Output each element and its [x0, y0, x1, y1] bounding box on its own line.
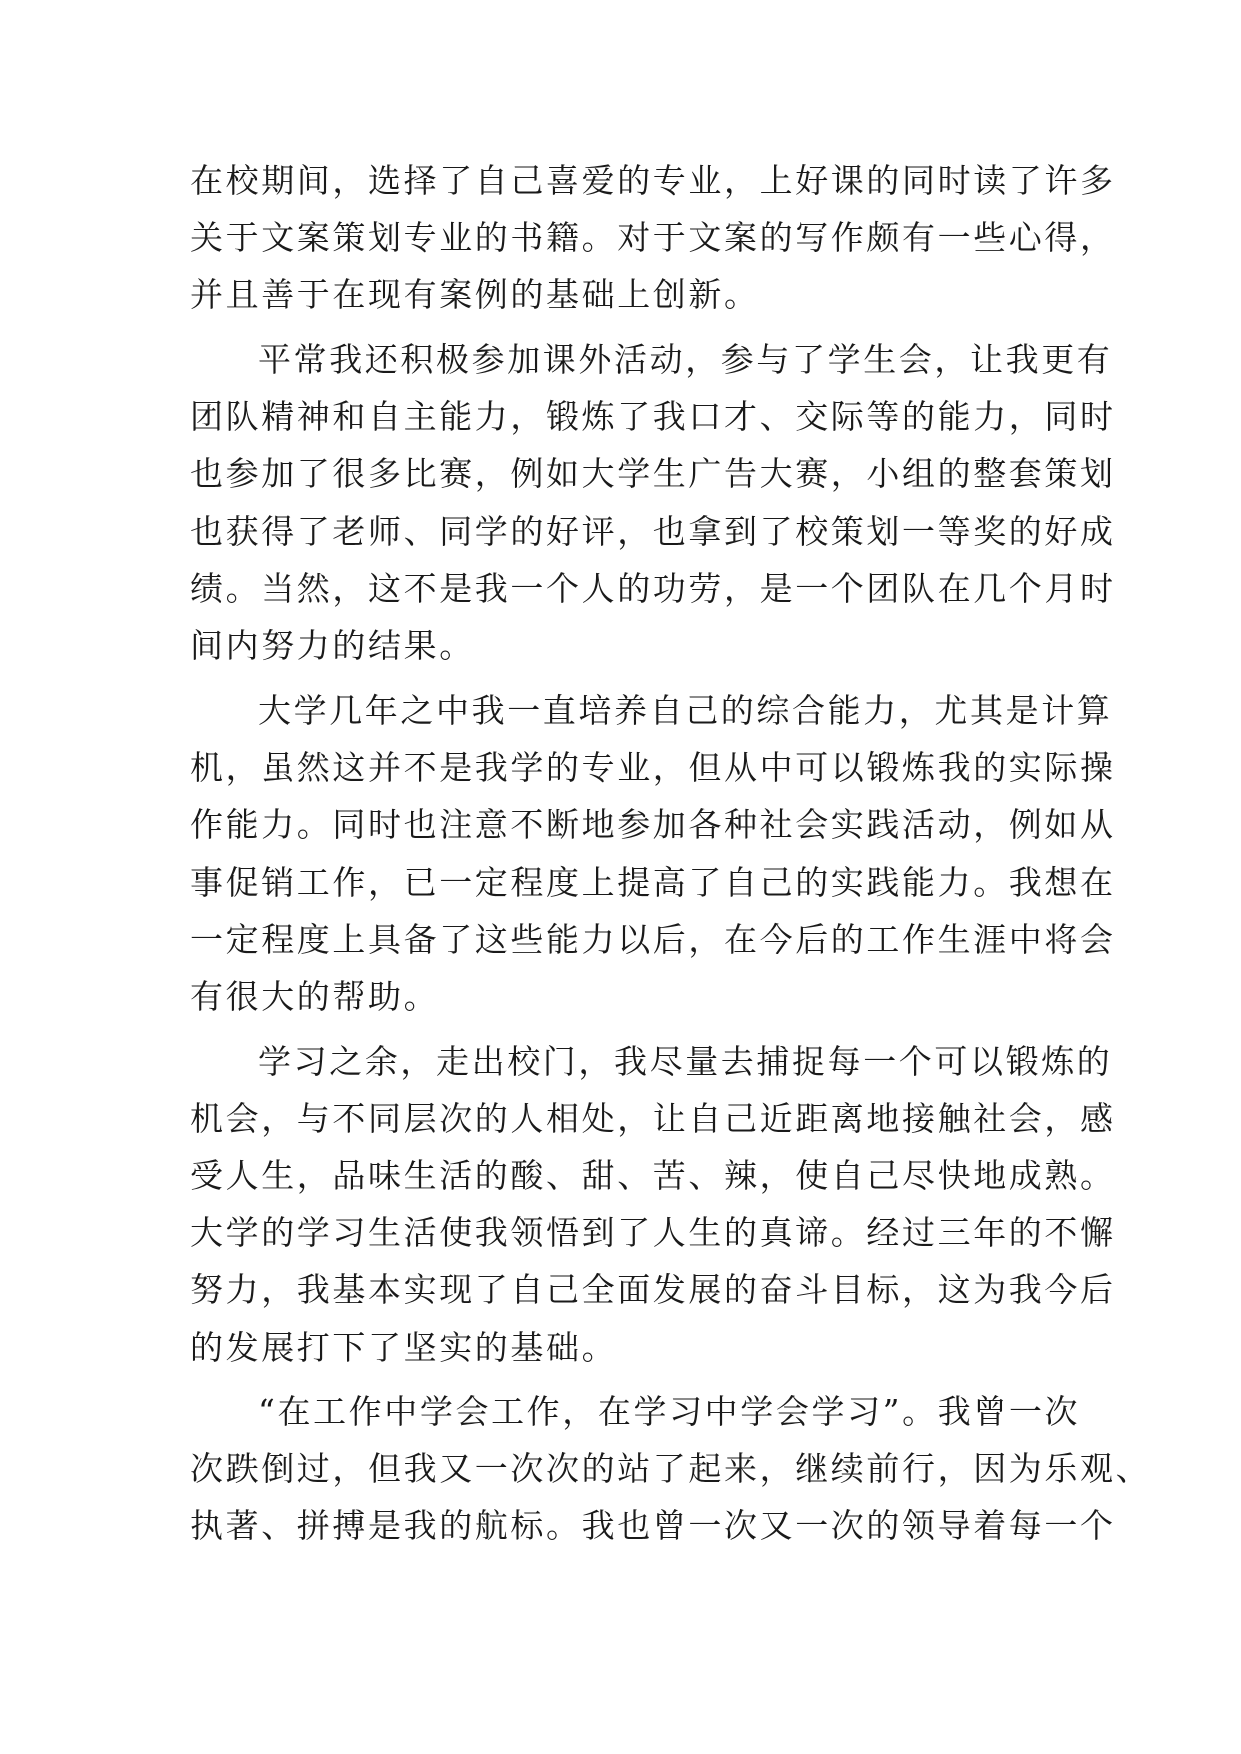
text-line: 执著、拼搏是我的航标。我也曾一次又一次的领导着每一个 — [190, 1506, 1116, 1545]
text-line: 间内努力的结果。 — [190, 626, 475, 665]
text-line: 并且善于在现有案例的基础上创新。 — [190, 275, 760, 314]
text-line: 机会，与不同层次的人相处，让自己近距离地接触社会，感 — [190, 1099, 1116, 1138]
text-line: 也获得了老师、同学的好评，也拿到了校策划一等奖的好成 — [190, 512, 1116, 551]
text-line: 关于文案策划专业的书籍。对于文案的写作颇有一些心得， — [190, 218, 1116, 257]
text-line: 事促销工作，已一定程度上提高了自己的实践能力。我想在 — [190, 863, 1116, 902]
text-line: 平常我还积极参加课外活动，参与了学生会，让我更有 — [258, 340, 1113, 379]
text-line: 在校期间，选择了自己喜爱的专业，上好课的同时读了许多 — [190, 161, 1116, 200]
text-line: 大学的学习生活使我领悟到了人生的真谛。经过三年的不懈 — [190, 1213, 1116, 1252]
text-line: 次跌倒过，但我又一次次的站了起来，继续前行，因为乐观、 — [190, 1449, 1152, 1488]
text-line: 作能力。同时也注意不断地参加各种社会实践活动，例如从 — [190, 805, 1116, 844]
text-line: 机，虽然这并不是我学的专业，但从中可以锻炼我的实际操 — [190, 748, 1116, 787]
text-line: 学习之余，走出校门，我尽量去捕捉每一个可以锻炼的 — [258, 1042, 1113, 1081]
text-line: 受人生，品味生活的酸、甜、苦、辣，使自己尽快地成熟。 — [190, 1156, 1116, 1195]
text-line: 有很大的帮助。 — [190, 977, 440, 1016]
text-line: 团队精神和自主能力，锻炼了我口才、交际等的能力，同时 — [190, 397, 1116, 436]
text-line: 努力，我基本实现了自己全面发展的奋斗目标，这为我今后 — [190, 1270, 1116, 1309]
text-line: 大学几年之中我一直培养自己的综合能力，尤其是计算 — [258, 691, 1113, 730]
text-line: 也参加了很多比赛，例如大学生广告大赛，小组的整套策划 — [190, 454, 1116, 493]
text-line: 一定程度上具备了这些能力以后，在今后的工作生涯中将会 — [190, 920, 1116, 959]
text-line: 的发展打下了坚实的基础。 — [190, 1328, 618, 1367]
text-line: “在工作中学会工作，在学习中学会学习”。我曾一次 — [258, 1392, 1081, 1431]
text-line: 绩。当然，这不是我一个人的功劳，是一个团队在几个月时 — [190, 569, 1116, 608]
